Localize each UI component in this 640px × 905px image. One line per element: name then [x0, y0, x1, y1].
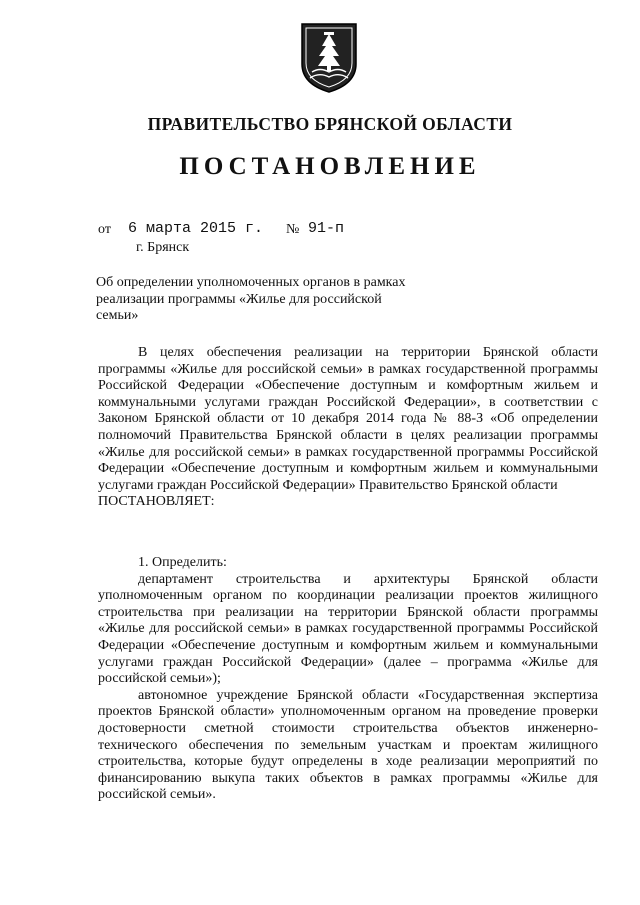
coat-of-arms-emblem: [298, 20, 360, 94]
item-1-paragraph-1: департамент строительства и архитектуры Брянской области уполномоченным органом по координации реализации проектов жилищного строительства при реализации на территории Брянской области программы «Жилье для российской семьи» в рамках государственной программы Российской Федерации «Обеспечение доступным и комфортным жильем и коммунальными услугами граждан Российской Федерации» (далее – программа «Жилье для российской семьи»);: [98, 571, 598, 687]
document-city: г. Брянск: [136, 240, 190, 255]
item-1-section: [98, 555, 598, 804]
document-date: 6 марта 2015 г.: [128, 220, 264, 237]
document-number: 91-п: [308, 220, 345, 237]
preamble-paragraph: В целях обеспечения реализации на территории Брянской области программы «Жилье для российской семьи» в рамках государственной программы Российской Федерации «Обеспечение доступным и комфортным жильем и коммунальными услугами граждан Российской Федерации», в соответствии с Законом Брянской области от 10 декабря 2014 года № 88-З «Об определении полномочий Правительства Брянской области в целях реализации программы «Жилье для российской семьи» в рамках государственной программы Российской Федерации «Обеспечение доступным и комфортным жильем и коммунальными услугами граждан Российской Федерации» Правительство Брянской области: [98, 345, 598, 493]
number-label: №: [286, 222, 300, 237]
date-from-label: от: [98, 222, 111, 237]
document-type-title: ПОСТАНОВЛЕНИЕ: [179, 153, 481, 180]
item-1-heading: 1. Определить:: [138, 555, 227, 570]
resolves-heading: ПОСТАНОВЛЯЕТ:: [98, 494, 215, 510]
item-1-paragraph-2: автономное учреждение Брянской области «Государственная экспертиза проектов Брянской области» уполномоченным органом на проведение проверки достоверности сметной стоимости строительства объектов инженерно-технического обеспечения по земельным участкам и проектам жилищного строительства, которые будут определены в ходе реализации мероприятий по финансированию выкупа таких объектов в рамках программы «Жилье для российской семьи».: [98, 687, 598, 803]
document-body: [98, 345, 598, 511]
document-subject: Об определении уполномоченных органов в рамках реализации программы «Жилье для российской семьи»: [96, 275, 406, 323]
government-title: ПРАВИТЕЛЬСТВО БРЯНСКОЙ ОБЛАСТИ: [147, 114, 513, 134]
